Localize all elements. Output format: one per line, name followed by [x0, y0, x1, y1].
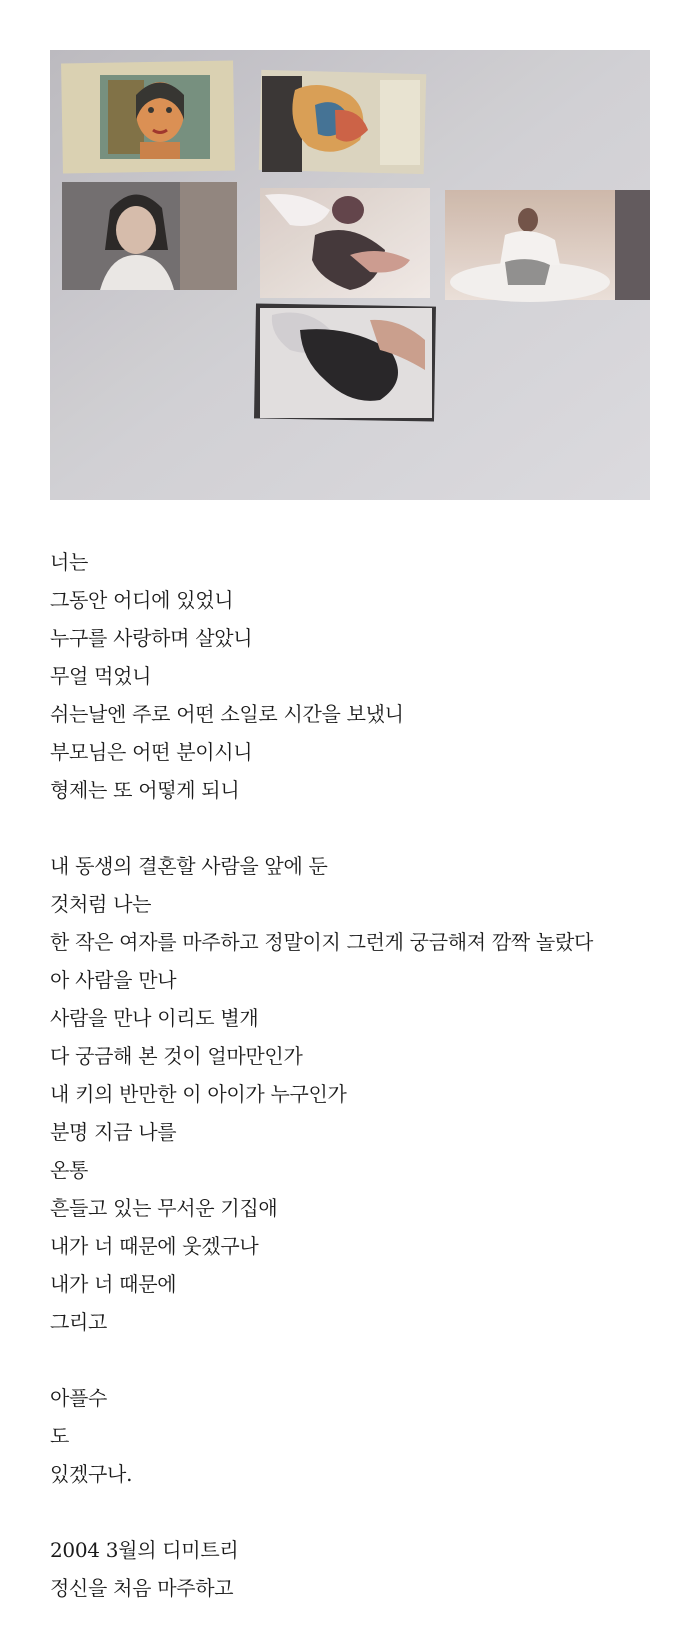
poem-line: 부모님은 어떤 분이시니: [50, 740, 253, 764]
poem-line: 내가 너 때문에 웃겠구나: [50, 1234, 259, 1258]
stanza-break: [50, 1493, 670, 1531]
poem-line: 있겠구나.: [50, 1462, 133, 1486]
poem-line: 너는: [50, 550, 89, 574]
poem-line: 무얼 먹었니: [50, 664, 152, 688]
poem-line: 내 키의 반만한 이 아이가 누구인가: [50, 1082, 347, 1106]
stanza: [50, 1379, 670, 1493]
photo-illustration: [50, 50, 650, 500]
stanza: [50, 1531, 670, 1607]
poem-line: 정신을 처음 마주하고: [50, 1576, 234, 1600]
stanza: [50, 543, 670, 809]
photo-prints-on-table: [50, 50, 650, 500]
stanza-break: [50, 809, 670, 847]
poem-line: 사람을 만나 이리도 별개: [50, 1006, 259, 1030]
poem-line: 아플수: [50, 1386, 108, 1410]
poem-line: 아 사람을 만나: [50, 968, 177, 992]
poem-line: 2004 3월의 디미트리: [50, 1538, 239, 1562]
poem-line: 형제는 또 어떻게 되니: [50, 778, 240, 802]
poem-line: 한 작은 여자를 마주하고 정말이지 그런게 궁금해져 깜짝 놀랐다: [50, 930, 593, 954]
poem-line: 내 동생의 결혼할 사람을 앞에 둔: [50, 854, 328, 878]
poem-line: 도: [50, 1424, 70, 1448]
poem-line: 내가 너 때문에: [50, 1272, 177, 1296]
poem-line: 그동안 어디에 있었니: [50, 588, 234, 612]
poem-text: [50, 543, 670, 1607]
stanza: [50, 847, 670, 1341]
poem-line: 그리고: [50, 1310, 108, 1334]
poem-line: 분명 지금 나를: [50, 1120, 177, 1144]
poem-line: 누구를 사랑하며 살았니: [50, 626, 253, 650]
poem-line: 다 궁금해 본 것이 얼마만인가: [50, 1044, 303, 1068]
stanza-break: [50, 1341, 670, 1379]
poem-line: 것처럼 나는: [50, 892, 152, 916]
poem-line: 흔들고 있는 무서운 기집애: [50, 1196, 278, 1220]
poem-line: 온통: [50, 1158, 89, 1182]
poem-line: 쉬는날엔 주로 어떤 소일로 시간을 보냈니: [50, 702, 404, 726]
